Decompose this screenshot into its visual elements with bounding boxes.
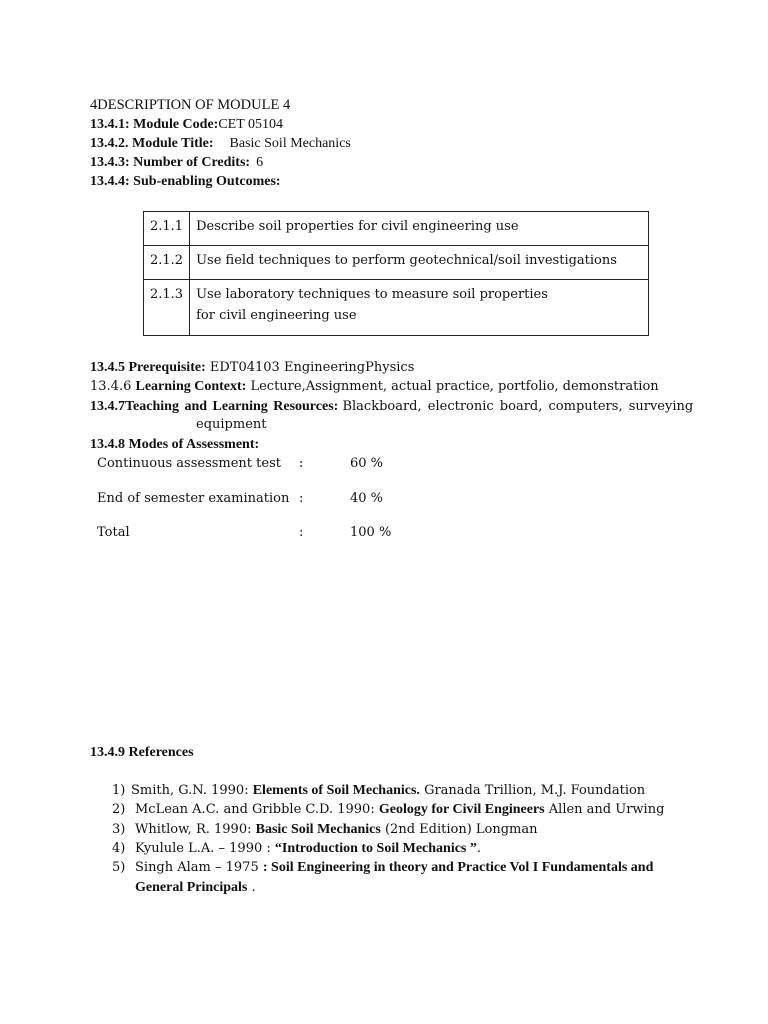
table-row (144, 280, 649, 336)
reference-title: “Introduction to Soil Mechanics ” (274, 841, 477, 856)
outcome-text: Use field techniques to perform geotechnical/soil investigations (190, 246, 649, 280)
table-row (144, 212, 649, 246)
assessment-colon: : (299, 491, 304, 506)
assessment-label: Continuous assessment test (97, 456, 281, 471)
assessment-heading: 13.4.8 Modes of Assessment: (90, 437, 260, 452)
learning-context-line (90, 378, 659, 396)
reference-number: 2) (112, 802, 126, 817)
references-heading: 13.4.9 References (90, 745, 194, 760)
reference-number: 3) (112, 822, 126, 837)
assessment-label: End of semester examination (97, 491, 290, 506)
credits-label: 13.4.3: Number of Credits: (90, 155, 251, 170)
module-title-label: 13.4.2. Module Title: (90, 136, 214, 151)
module-title-value: Basic Soil Mechanics (229, 136, 351, 151)
learning-context-label: Learning Context: (135, 379, 247, 394)
module-title-line (90, 135, 351, 153)
reference-number: 4) (112, 841, 126, 856)
module-code-label: 13.4.1: Module Code: (90, 117, 219, 132)
credits-line (90, 154, 263, 172)
assessment-value: 100 % (350, 525, 392, 540)
assessment-colon: : (299, 525, 304, 540)
outcome-code: 2.1.2 (144, 246, 190, 280)
reference-title: Geology for Civil Engineers (378, 802, 545, 817)
reference-number: 1) (112, 783, 126, 798)
credits-value: 6 (256, 155, 264, 170)
learning-context-num: 13.4.6 (90, 379, 132, 394)
assessment-value: 40 % (350, 491, 384, 506)
outcome-text: Describe soil properties for civil engineering use (190, 212, 649, 246)
outcome-code: 2.1.1 (144, 212, 190, 246)
module-code-line (90, 116, 283, 134)
table-row (144, 246, 649, 280)
reference-title-cont: General Principals (135, 880, 248, 895)
reference-item: Whitlow, R. 1990: Basic Soil Mechanics (2nd Edition) Longman (135, 822, 538, 837)
prerequisite-line (90, 359, 414, 377)
outcome-code: 2.1.3 (144, 280, 190, 336)
reference-title: Elements of Soil Mechanics. (252, 783, 420, 798)
outcomes-table (143, 211, 649, 336)
module-code-value: CET 05104 (218, 117, 284, 132)
assessment-colon: : (299, 456, 304, 471)
resources-label: 13.4.7Teaching and Learning Resources: (90, 399, 339, 414)
reference-item: Singh Alam – 1975 : Soil Engineering in theory and Practice Vol I Fundamentals and (135, 860, 654, 875)
module-heading: 4DESCRIPTION OF MODULE 4 (90, 97, 291, 113)
resources-line (90, 398, 693, 416)
prerequisite-value: EDT04103 EngineeringPhysics (209, 360, 415, 375)
reference-item: McLean A.C. and Gribble C.D. 1990: Geology for Civil Engineers Allen and Urwing (135, 802, 665, 817)
assessment-label: Total (97, 525, 130, 540)
reference-item-cont: General Principals . (135, 880, 256, 895)
resources-value-cont: equipment (196, 417, 267, 432)
assessment-value: 60 % (350, 456, 384, 471)
outcomes-heading: 13.4.4: Sub-enabling Outcomes: (90, 174, 281, 189)
reference-number: 5) (112, 860, 126, 875)
reference-title: Basic Soil Mechanics (255, 822, 381, 837)
reference-item: Smith, G.N. 1990: Elements of Soil Mechanics. Granada Trillion, M.J. Foundation (131, 783, 646, 798)
reference-title: : Soil Engineering in theory and Practice Vol I Fundamentals and (262, 860, 654, 875)
outcome-text: Use laboratory techniques to measure soil properties for civil engineering use (190, 280, 649, 336)
prerequisite-label: 13.4.5 Prerequisite: (90, 360, 206, 375)
resources-value: Blackboard, electronic board, computers, surveying (342, 399, 694, 414)
reference-item: Kyulule L.A. – 1990 : “Introduction to Soil Mechanics ”. (135, 841, 482, 856)
learning-context-value: Lecture,Assignment, actual practice, portfolio, demonstration (250, 379, 659, 394)
